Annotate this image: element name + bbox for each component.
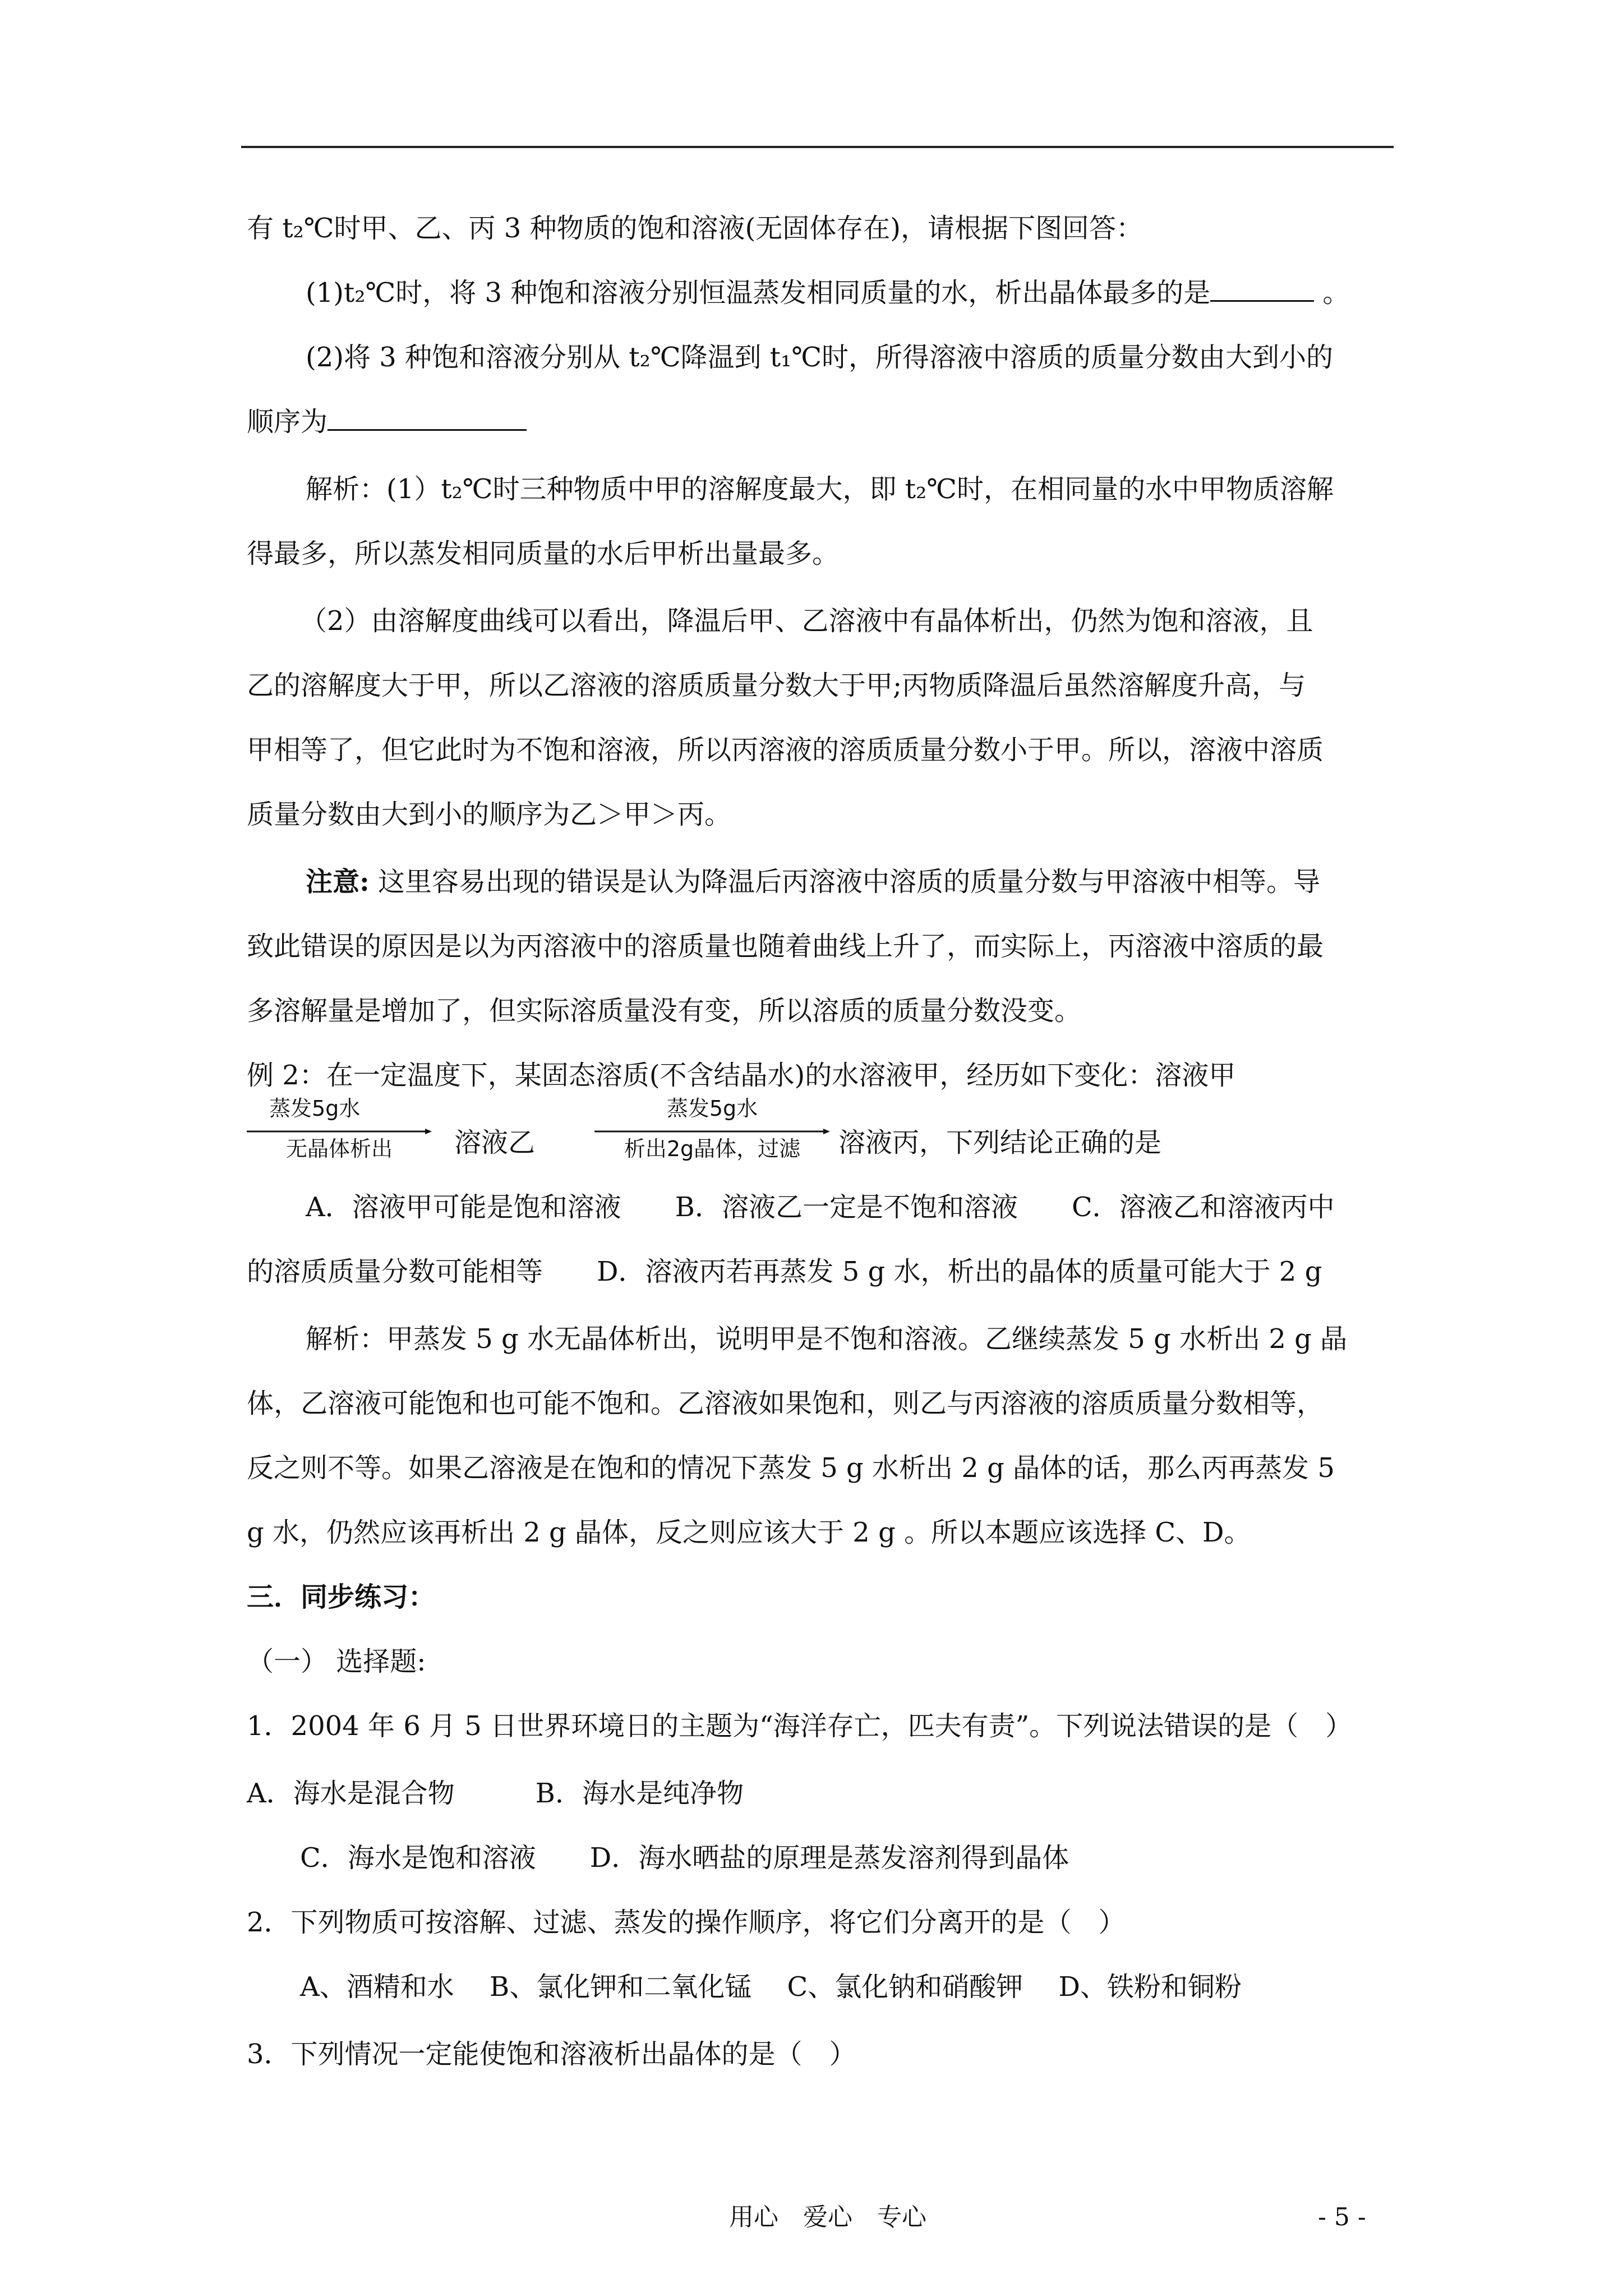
arrow-2-bottom-label: 析出2g晶体，过滤 [624, 1137, 801, 1161]
question-2-text: 顺序为 [247, 406, 328, 438]
note-label: 注意: [306, 866, 370, 898]
arrow-2-top-label: 蒸发5g水 [666, 1096, 758, 1121]
analysis-2-line-3: 甲相等了，但它此时为不饱和溶液，所以丙溶液的溶质质量分数小于甲。所以，溶液中溶质 [247, 734, 1324, 766]
arrow-2-shaft [594, 1129, 830, 1134]
note-line-2: 致此错误的原因是以为丙溶液中的溶质量也随着曲线上升了，而实际上，丙溶液中溶质的最 [247, 931, 1324, 962]
analysis-2-line: （2）由溶解度曲线可以看出，降温后甲、乙溶液中有晶体析出，仍然为饱和溶液，且 [300, 605, 1313, 637]
exercise-1-line: 1．2004 年 6 月 5 日世界环境日的主题为“海洋存亡，匹夫有责”。下列说法错误的是（ ） [247, 1710, 1353, 1742]
header-rule [241, 146, 1394, 148]
analysis-3-line: 解析：甲蒸发 5 g 水无晶体析出，说明甲是不饱和溶液。乙继续蒸发 5 g 水析出 2 g 晶 [306, 1323, 1348, 1355]
process-arrow-2 [594, 1094, 830, 1167]
analysis-1-line: 解析：(1）t₂℃时三种物质中甲的溶解度最大，即 t₂℃时，在相同量的水中甲物质溶解 [306, 473, 1334, 505]
analysis-2-line-2: 乙的溶解度大于甲，所以乙溶液的溶质质量分数大于甲;丙物质降温后虽然溶解度升高，与 [247, 670, 1306, 701]
solution-b-label: 溶液乙 [454, 1127, 536, 1158]
analysis-3-line-4: g 水，仍然应该再析出 2 g 晶体，反之则应该大于 2 g 。所以本题应该选择 C、D。 [247, 1517, 1251, 1548]
exercise-3-line: 3．下列情况一定能使饱和溶液析出晶体的是（ ） [247, 2039, 856, 2070]
analysis-3-line-2: 体，乙溶液可能饱和也可能不饱和。乙溶液如果饱和，则乙与丙溶液的溶质质量分数相等， [247, 1388, 1324, 1419]
solution-c-label: 溶液丙，下列结论正确的是 [838, 1127, 1162, 1158]
analysis-1-line-cont: 得最多，所以蒸发相同质量的水后甲析出量最多。 [247, 538, 840, 569]
intro-line: 有 t₂℃时甲、乙、丙 3 种物质的饱和溶液(无固体存在)，请根据下图回答： [247, 213, 1143, 244]
analysis-2-line-4: 质量分数由大到小的顺序为乙＞甲＞丙。 [247, 799, 732, 830]
example-2-line: 例 2：在一定温度下，某固态溶质(不含结晶水)的水溶液甲，经历如下变化：溶液甲 [247, 1060, 1236, 1091]
options-line-1: A．溶液甲可能是饱和溶液 B．溶液乙一定是不饱和溶液 C．溶液乙和溶液丙中 [306, 1191, 1335, 1223]
subsection-heading: （一） 选择题: [247, 1646, 426, 1677]
answer-blank-1[interactable] [1210, 275, 1314, 302]
footer-slogan: 用心 爱心 专心 [729, 2203, 926, 2231]
note-text: 这里容易出现的错误是认为降温后丙溶液中溶质的质量分数与甲溶液中相等。导 [369, 866, 1320, 898]
analysis-3-line-3: 反之则不等。如果乙溶液是在饱和的情况下蒸发 5 g 水析出 2 g 晶体的话，那么丙再蒸发 5 [247, 1452, 1335, 1484]
page-number: - 5 - [1318, 2203, 1366, 2231]
arrow-1-bottom-label: 无晶体析出 [285, 1137, 393, 1161]
exercise-2-options: A、酒精和水 B、氯化钾和二氧化锰 C、氯化钠和硝酸钾 D、铁粉和铜粉 [300, 1971, 1242, 2003]
question-1-text: (1)t₂℃时，将 3 种饱和溶液分别恒温蒸发相同质量的水，析出晶体最多的是 [306, 277, 1211, 309]
options-line-2: 的溶质质量分数可能相等 D．溶液丙若再蒸发 5 g 水，析出的晶体的质量可能大于 2 g [247, 1256, 1322, 1287]
question-2-line: (2)将 3 种饱和溶液分别从 t₂℃降温到 t₁℃时，所得溶液中溶质的质量分数由大到小的 [306, 342, 1334, 373]
exercise-1-options-2: C．海水是饱和溶液 D．海水晒盐的原理是蒸发溶剂得到晶体 [300, 1842, 1069, 1874]
exercise-1-options-1: A．海水是混合物 B．海水是纯净物 [247, 1778, 744, 1809]
exercise-2-line: 2．下列物质可按溶解、过滤、蒸发的操作顺序，将它们分离开的是（ ） [247, 1907, 1126, 1938]
process-arrow-1 [247, 1094, 432, 1167]
question-1-end: 。 [1314, 277, 1350, 309]
arrow-1-shaft [247, 1129, 432, 1134]
question-1-line [306, 275, 1350, 311]
question-2-line-cont [247, 404, 527, 440]
note-line [306, 864, 1320, 900]
section-heading: 三．同步练习： [247, 1581, 436, 1613]
arrow-1-top-label: 蒸发5g水 [269, 1096, 361, 1121]
answer-blank-2[interactable] [328, 404, 527, 431]
note-line-3: 多溶解量是增加了，但实际溶质量没有变，所以溶质的质量分数没变。 [247, 995, 1082, 1027]
